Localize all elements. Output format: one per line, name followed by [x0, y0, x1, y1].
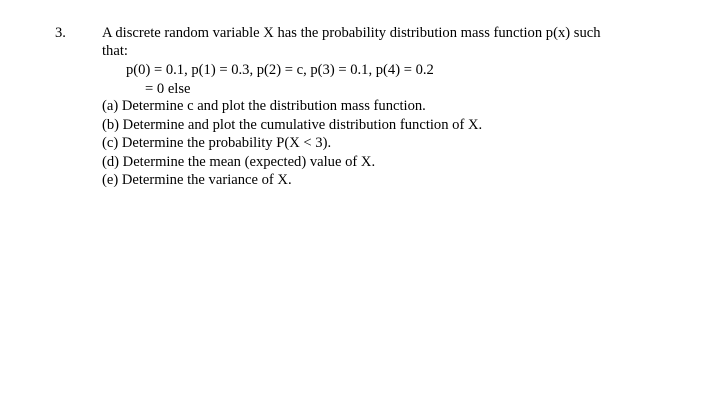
statement-line-1: A discrete random variable X has the probability distribution mass function p(x) such: [102, 25, 601, 41]
part-a: (a) Determine c and plot the distribution mass function.: [102, 98, 426, 114]
problem-number: 3.: [55, 25, 66, 41]
part-b: (b) Determine and plot the cumulative distribution function of X.: [102, 116, 483, 133]
part-e: (e) Determine the variance of X.: [102, 172, 292, 188]
statement-line-2: that:: [102, 43, 128, 59]
part-d: (d) Determine the mean (expected) value of X.: [102, 153, 376, 170]
problem-statement: [102, 24, 672, 60]
part-c: (c) Determine the probability P(X < 3).: [102, 135, 332, 151]
parts-list: [102, 97, 482, 190]
distribution-line-2: = 0 else: [145, 81, 191, 97]
distribution-line-1: p(0) = 0.1, p(1) = 0.3, p(2) = c, p(3) = 0.1, p(4) = 0.2: [126, 62, 434, 78]
